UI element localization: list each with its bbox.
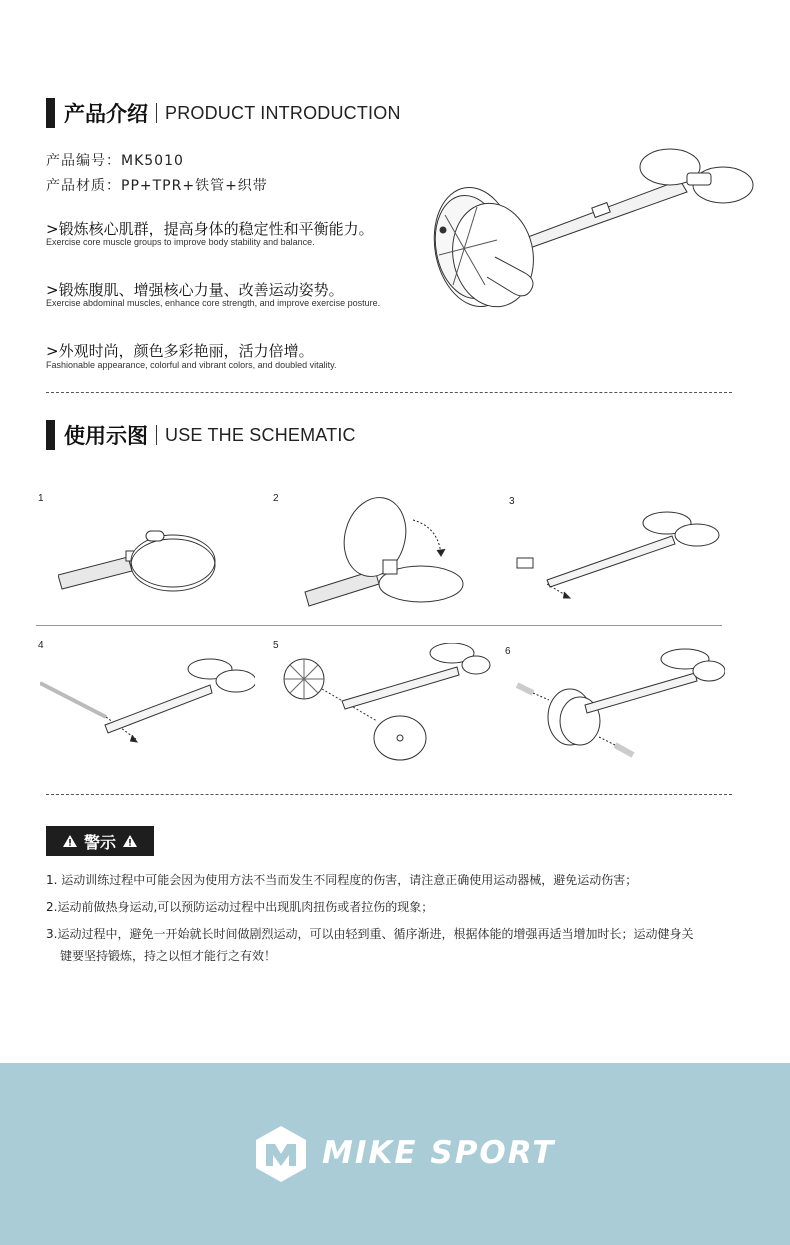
step-6-illustration [515, 645, 725, 765]
step-6-number: 6 [505, 646, 511, 657]
schematic-title-en: USE THE SCHEMATIC [165, 424, 356, 445]
step-3-illustration [512, 508, 722, 603]
feature-1-en: Exercise core muscle groups to improve body stability and balance. [46, 237, 315, 247]
intro-title-en: PRODUCT INTRODUCTION [165, 102, 401, 123]
step-2-number: 2 [273, 493, 279, 504]
divider-1 [46, 392, 732, 393]
heading-divider [156, 425, 157, 445]
product-illustration [425, 145, 765, 315]
warning-label: 警示 [83, 832, 116, 852]
step-5-number: 5 [273, 640, 279, 651]
model-number: 产品编号：MK5010 [46, 153, 184, 169]
warning-badge [46, 826, 154, 856]
warning-item-3-cont: 键要坚持锻炼，持之以恒才能行之有效！ [60, 949, 277, 963]
step-2-illustration [303, 492, 468, 607]
step-3-number: 3 [509, 496, 515, 507]
schematic-heading [46, 419, 356, 451]
schematic-title-cn: 使用示图 [64, 424, 148, 448]
heading-divider [156, 103, 157, 123]
warning-item-2: 2.运动前做热身运动,可以预防运动过程中出现肌肉扭伤或者拉伤的现象； [46, 900, 434, 914]
step-1-number: 1 [38, 493, 44, 504]
material: 产品材质：PP+TPR+铁管+织带 [46, 178, 268, 194]
warning-triangle-icon [62, 834, 78, 848]
step-4-illustration [40, 655, 255, 750]
heading-bar [46, 98, 55, 128]
intro-heading [46, 97, 401, 129]
feature-3-en: Fashionable appearance, colorful and vibrant colors, and doubled vitality. [46, 360, 337, 370]
feature-2-cn: >锻炼腹肌、增强核心力量、改善运动姿势。 [46, 281, 344, 299]
step-5-illustration [282, 643, 492, 763]
warning-item-3: 3.运动过程中，避免一开始就长时间做剧烈运动，可以由轻到重、循序渐进，根据体能的增强再适当增加时长；运动健身关 [46, 927, 694, 941]
step-4-number: 4 [38, 640, 44, 651]
feature-1-cn: >锻炼核心肌群，提高身体的稳定性和平衡能力。 [46, 220, 374, 238]
intro-title-cn: 产品介绍 [64, 102, 148, 126]
warning-item-1: 1. 运动训练过程中可能会因为使用方法不当而发生不同程度的伤害，请注意正确使用运动器械，避免运动伤害； [46, 873, 638, 887]
divider-2 [46, 794, 732, 795]
warning-triangle-icon [122, 834, 138, 848]
brand-name: MIKE SPORT [322, 1135, 556, 1171]
feature-2-en: Exercise abdominal muscles, enhance core strength, and improve exercise posture. [46, 298, 381, 308]
step-1-illustration [58, 525, 228, 595]
feature-3-cn: >外观时尚，颜色多彩艳丽，活力倍增。 [46, 342, 314, 360]
steps-row-divider [36, 625, 722, 626]
heading-bar [46, 420, 55, 450]
m-hexagon-logo-icon [254, 1124, 308, 1184]
